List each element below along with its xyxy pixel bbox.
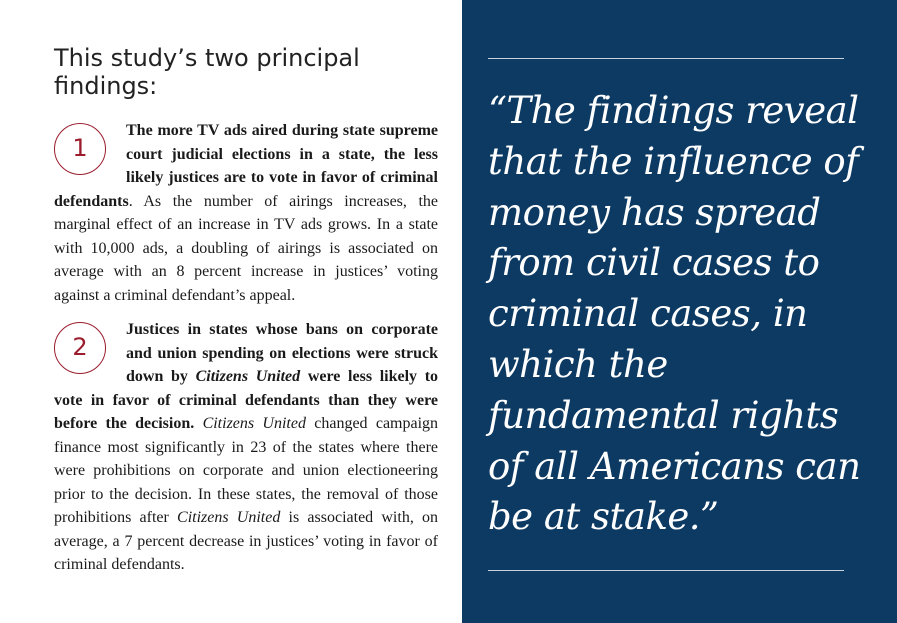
finding-bold-text: Justices in states whose bans on corporate and union spending on elections were struck down by bbox=[126, 321, 438, 385]
divider-top bbox=[488, 58, 844, 59]
finding-bold-text: were less likely to vote in favor of criminal defendants than they were before the decision. bbox=[54, 368, 439, 432]
finding-bold-text: The more TV ads aired during state supreme court judicial elections in a state, the less likely justices are to vote in favor of criminal defendants bbox=[54, 122, 438, 210]
finding-number-badge: 1 bbox=[54, 123, 106, 175]
finding-bold-italic: Citizens United bbox=[195, 368, 301, 385]
finding-body-text: . As the number of airings increases, the marginal effect of an increase in TV ads grows. In a state with 10,000 ads, a doubling of airings is associated on average with an 8 percent increase in justices’ voting against a criminal defendant’s appeal. bbox=[54, 192, 438, 304]
finding-italic-text: Citizens United bbox=[177, 509, 281, 526]
finding-body-text: is associated with, on average, a 7 percent decrease in justices’ voting in favor of criminal defendants. bbox=[54, 509, 439, 573]
pull-quote: “The findings reveal that the influence of money has spread from civil cases to criminal cases, in which the fundamental rights of all Americans can be at stake.” bbox=[488, 89, 861, 539]
divider-bottom bbox=[488, 570, 844, 571]
section-heading: This study’s two principal findings: bbox=[54, 44, 360, 100]
finding-number-badge: 2 bbox=[54, 322, 106, 374]
finding-italic-text: Citizens United bbox=[202, 415, 306, 432]
finding-1 bbox=[54, 119, 438, 307]
finding-2 bbox=[54, 318, 438, 577]
finding-body-text: changed campaign finance most significantly in 23 of the states where there were prohibitions on corporate and union electioneering prior to the decision. In these states, the removal of those prohibitions after bbox=[54, 415, 439, 526]
